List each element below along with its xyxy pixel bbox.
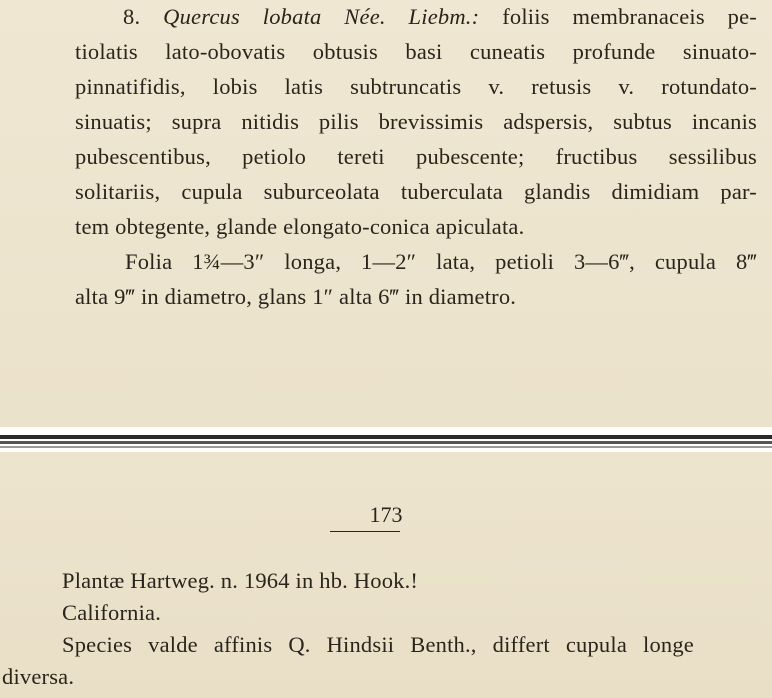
text-line-12: Species valde affinis Q. Hindsii Benth., differt cupula longe [62, 632, 694, 657]
text-line-3: pinnatifidis, lobis latis subtruncatis v. retusis v. rotundato- [75, 74, 757, 99]
text-line-5: pubescentibus, petiolo tereti pubescente; fructibus sessilibus [75, 144, 757, 169]
text-line-11: California. [62, 600, 162, 625]
separator-band [0, 441, 772, 444]
separator-band [0, 435, 772, 439]
page-number: 173 [369, 502, 403, 527]
text-line-13: diversa. [2, 664, 75, 689]
text-line-10: Plantæ Hartweg. n. 1964 in hb. Hook.! [62, 568, 419, 593]
species-name: Quercus lobata Née. Liebm.: [163, 4, 480, 29]
separator-band [0, 446, 772, 448]
page-separator [0, 427, 772, 452]
text-line-1 [123, 2, 757, 32]
page-number-rule [330, 531, 400, 532]
species-number: 8. [123, 4, 141, 29]
text-line-1-rest: foliis membranaceis pe- [502, 4, 757, 29]
text-line-9: alta 9‴ in diametro, glans 1″ alta 6‴ in diametro. [75, 284, 517, 309]
text-line-4: sinuatis; supra nitidis pilis brevissimis adspersis, subtus incanis [75, 109, 757, 134]
text-line-2: tiolatis lato-obovatis obtusis basi cuneatis profunde sinuato- [75, 39, 757, 64]
text-line-8: Folia 1¾—3″ longa, 1—2″ lata, petioli 3—6‴, cupula 8‴ [125, 249, 757, 274]
text-line-7: tem obtegente, glande elongato-conica apiculata. [75, 214, 525, 239]
text-line-6: solitariis, cupula suburceolata tuberculata glandis dimidiam par- [75, 179, 757, 204]
